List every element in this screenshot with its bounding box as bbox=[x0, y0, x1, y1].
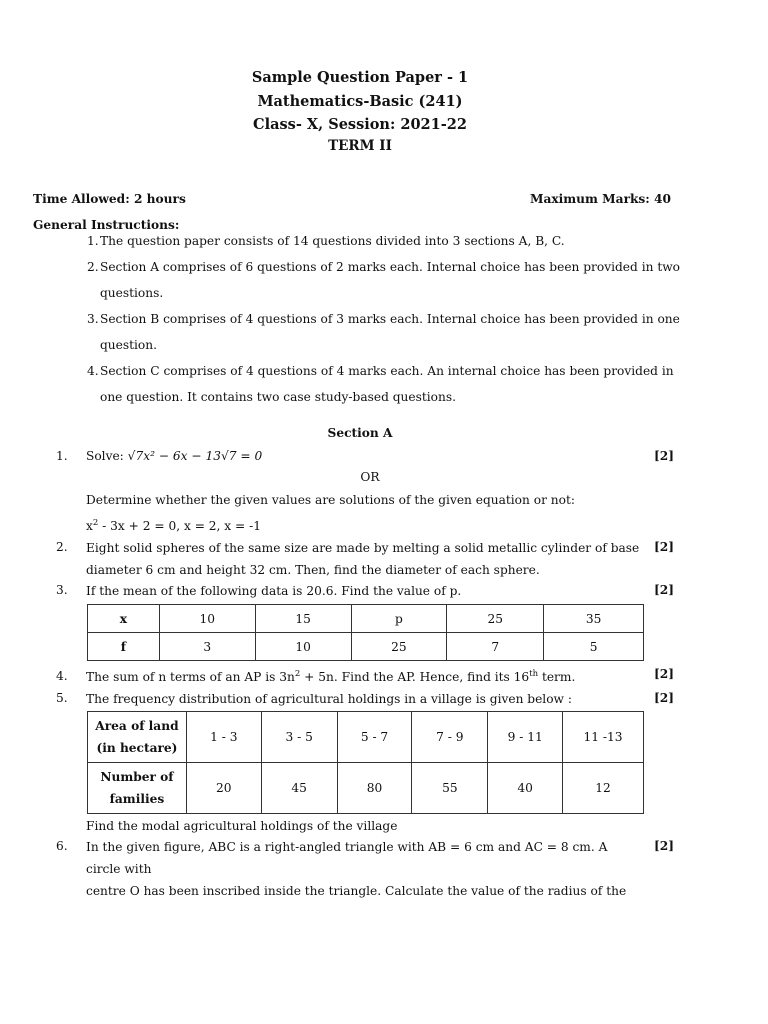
question-6-text: In the given figure, ABC is a right-angled triangle with AB = 6 cm and AC = 8 cm. A circle with centre O has been inscribed inside the triangle. Calculate the value of the radius of the bbox=[86, 840, 627, 898]
table-cell: p bbox=[351, 605, 447, 633]
or-separator: OR bbox=[360, 470, 380, 484]
instructions-list bbox=[86, 228, 686, 410]
table-header-cell: Number of families bbox=[88, 763, 187, 814]
table-row bbox=[88, 763, 644, 814]
subject-title: Mathematics-Basic (241) bbox=[257, 92, 463, 110]
table-cell: 9 - 11 bbox=[488, 712, 563, 763]
table-cell: 1 - 3 bbox=[186, 712, 261, 763]
table-cell: 25 bbox=[351, 633, 447, 661]
table-cell: 40 bbox=[488, 763, 563, 814]
table-cell: 5 bbox=[544, 633, 644, 661]
question-number: 1. bbox=[56, 449, 68, 463]
question-5-followup: Find the modal agricultural holdings of the village bbox=[86, 819, 398, 833]
paper-header bbox=[0, 66, 720, 155]
frequency-distribution-table bbox=[87, 711, 644, 814]
question-number: 4. bbox=[56, 669, 68, 683]
table-cell: 45 bbox=[261, 763, 337, 814]
time-allowed: Time Allowed: 2 hours bbox=[33, 192, 186, 206]
instruction-item: 2. Section A comprises of 6 questions of 2 marks each. Internal choice has been provided in two questions. bbox=[87, 260, 680, 300]
question-3-text: If the mean of the following data is 20.6. Find the value of p. bbox=[86, 584, 462, 598]
table-cell: 20 bbox=[186, 763, 261, 814]
table-cell: x bbox=[88, 605, 160, 633]
paper-title: Sample Question Paper - 1 bbox=[251, 69, 469, 86]
question-marks: [2] bbox=[654, 667, 675, 681]
question-number: 2. bbox=[56, 540, 68, 554]
class-session: Class- X, Session: 2021-22 bbox=[253, 116, 467, 133]
question-marks: [2] bbox=[654, 691, 675, 705]
instruction-item: 4. Section C comprises of 4 questions of 4 marks each. An internal choice has been provided in one question. It contains two case study-based questions. bbox=[87, 364, 674, 404]
table-cell: 7 bbox=[447, 633, 544, 661]
table-row bbox=[88, 605, 644, 633]
maximum-marks: Maximum Marks: 40 bbox=[530, 192, 671, 206]
question-2-text: Eight solid spheres of the same size are made by melting a solid metallic cylinder of base diameter 6 cm and height 32 cm. Then, find the diameter of each sphere. bbox=[86, 541, 640, 577]
question-number: 5. bbox=[56, 691, 68, 705]
question-number: 6. bbox=[56, 839, 68, 853]
instruction-item: 1. The question paper consists of 14 questions divided into 3 sections A, B, C. bbox=[87, 234, 565, 248]
general-instructions-title: General Instructions: bbox=[33, 218, 180, 232]
question-marks: [2] bbox=[654, 449, 675, 463]
table-cell: 3 - 5 bbox=[261, 712, 337, 763]
term-label: TERM II bbox=[328, 137, 392, 154]
question-1-alt-line2: $x^2 - 3x + 2 = 0$, x = 2, x = -1 bbox=[86, 517, 262, 533]
table-cell: 5 - 7 bbox=[337, 712, 412, 763]
table-cell: 80 bbox=[337, 763, 412, 814]
table-cell: 10 bbox=[159, 605, 255, 633]
table-header-cell: Area of land (in hectare) bbox=[88, 712, 187, 763]
table-cell: 3 bbox=[159, 633, 255, 661]
table-cell: f bbox=[88, 633, 160, 661]
question-marks: [2] bbox=[654, 583, 675, 597]
table-cell: 55 bbox=[412, 763, 488, 814]
table-cell: 15 bbox=[255, 605, 351, 633]
question-1-text: Solve: √7x² − 6x − 13√7 = 0 bbox=[86, 449, 263, 463]
question-1-alt-line1: Determine whether the given values are solutions of the given equation or not: bbox=[86, 493, 575, 507]
question-5-text: The frequency distribution of agricultural holdings in a village is given below : bbox=[86, 692, 572, 706]
question-number: 3. bbox=[56, 583, 68, 597]
instruction-item: 3. Section B comprises of 4 questions of 3 marks each. Internal choice has been provided in one question. bbox=[87, 312, 680, 352]
table-cell: 7 - 9 bbox=[412, 712, 488, 763]
table-cell: 11 -13 bbox=[563, 712, 644, 763]
section-a-heading: Section A bbox=[327, 426, 393, 440]
quadratic-equation: √7x² − 6x − 13√7 = 0 bbox=[127, 449, 263, 463]
table-row bbox=[88, 712, 644, 763]
question-marks: [2] bbox=[654, 839, 675, 853]
table-cell: 10 bbox=[255, 633, 351, 661]
question-marks: [2] bbox=[654, 540, 675, 554]
question-4-text: The sum of n terms of an AP is $3n^2 + 5n$. Find the AP. Hence, find its 16th term. bbox=[86, 668, 576, 684]
table-cell: 12 bbox=[563, 763, 644, 814]
table-cell: 25 bbox=[447, 605, 544, 633]
table-cell: 35 bbox=[544, 605, 644, 633]
table-row bbox=[88, 633, 644, 661]
mean-data-table bbox=[87, 604, 644, 661]
